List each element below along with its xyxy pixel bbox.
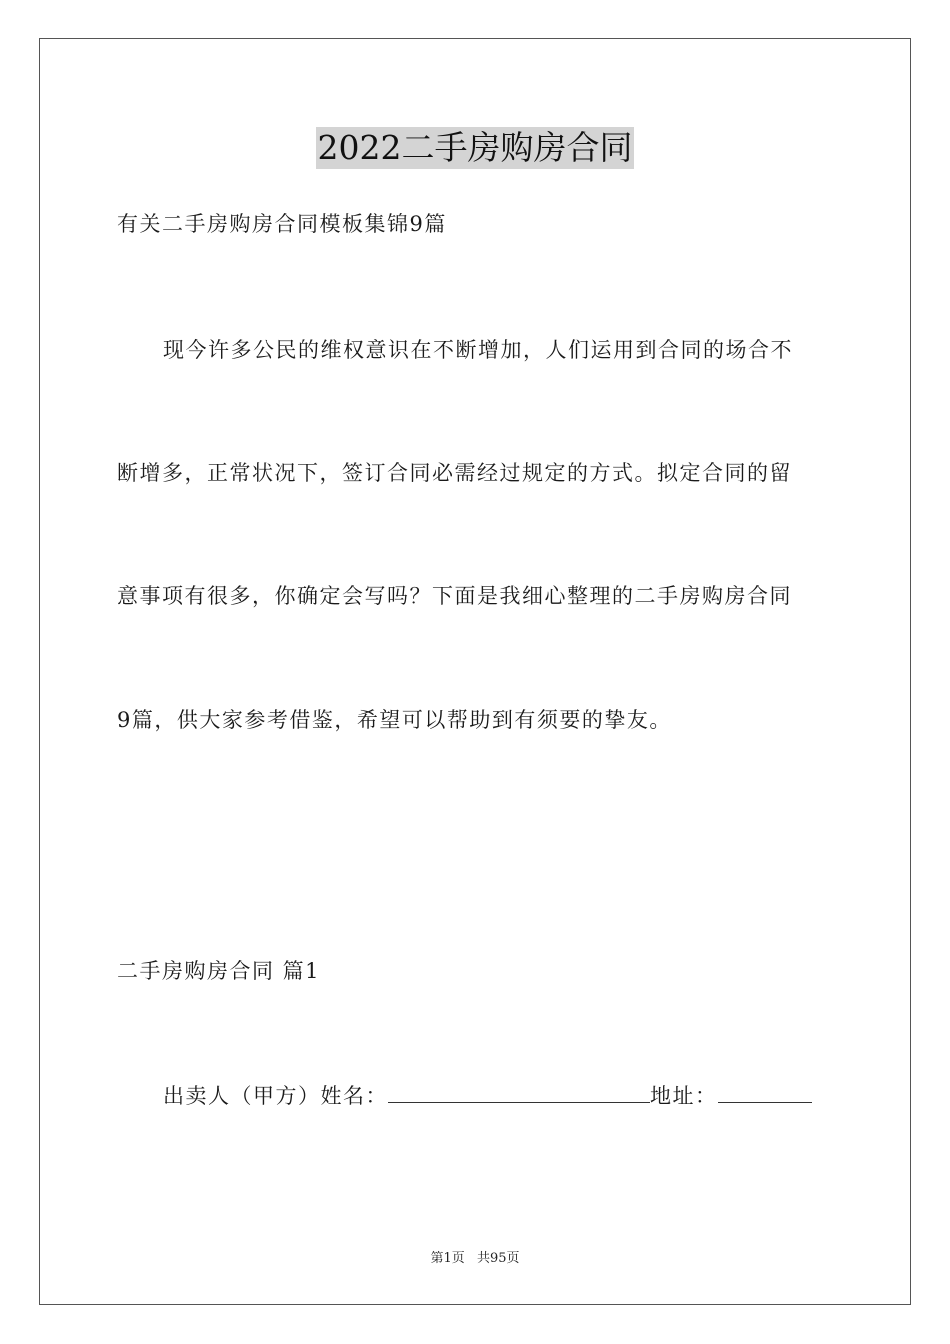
total-pages: 共95页 <box>476 1251 520 1266</box>
page-number: 第1页 <box>430 1251 465 1266</box>
document-title: 2022二手房购房合同 <box>317 128 633 167</box>
address-blank <box>718 1082 812 1103</box>
intro-line-3: 意事项有很多，你确定会写吗？下面是我细心整理的二手房购房合同 <box>117 584 792 608</box>
page-footer <box>0 1247 950 1266</box>
seller-name-label: 出卖人（甲方）姓名： <box>163 1084 388 1108</box>
seller-name-blank <box>388 1082 650 1103</box>
seller-info-line <box>163 1082 812 1110</box>
title-container <box>0 127 950 169</box>
document-subtitle: 有关二手房购房合同模板集锦9篇 <box>117 212 447 236</box>
intro-line-1: 现今许多公民的维权意识在不断增加，人们运用到合同的场合不 <box>163 338 793 362</box>
address-label: 地址： <box>650 1084 718 1108</box>
intro-line-4: 9篇，供大家参考借鉴，希望可以帮助到有须要的挚友。 <box>117 708 672 732</box>
section-heading: 二手房购房合同 篇1 <box>117 959 321 983</box>
intro-line-2: 断增多，正常状况下，签订合同必需经过规定的方式。拟定合同的留 <box>117 461 792 485</box>
